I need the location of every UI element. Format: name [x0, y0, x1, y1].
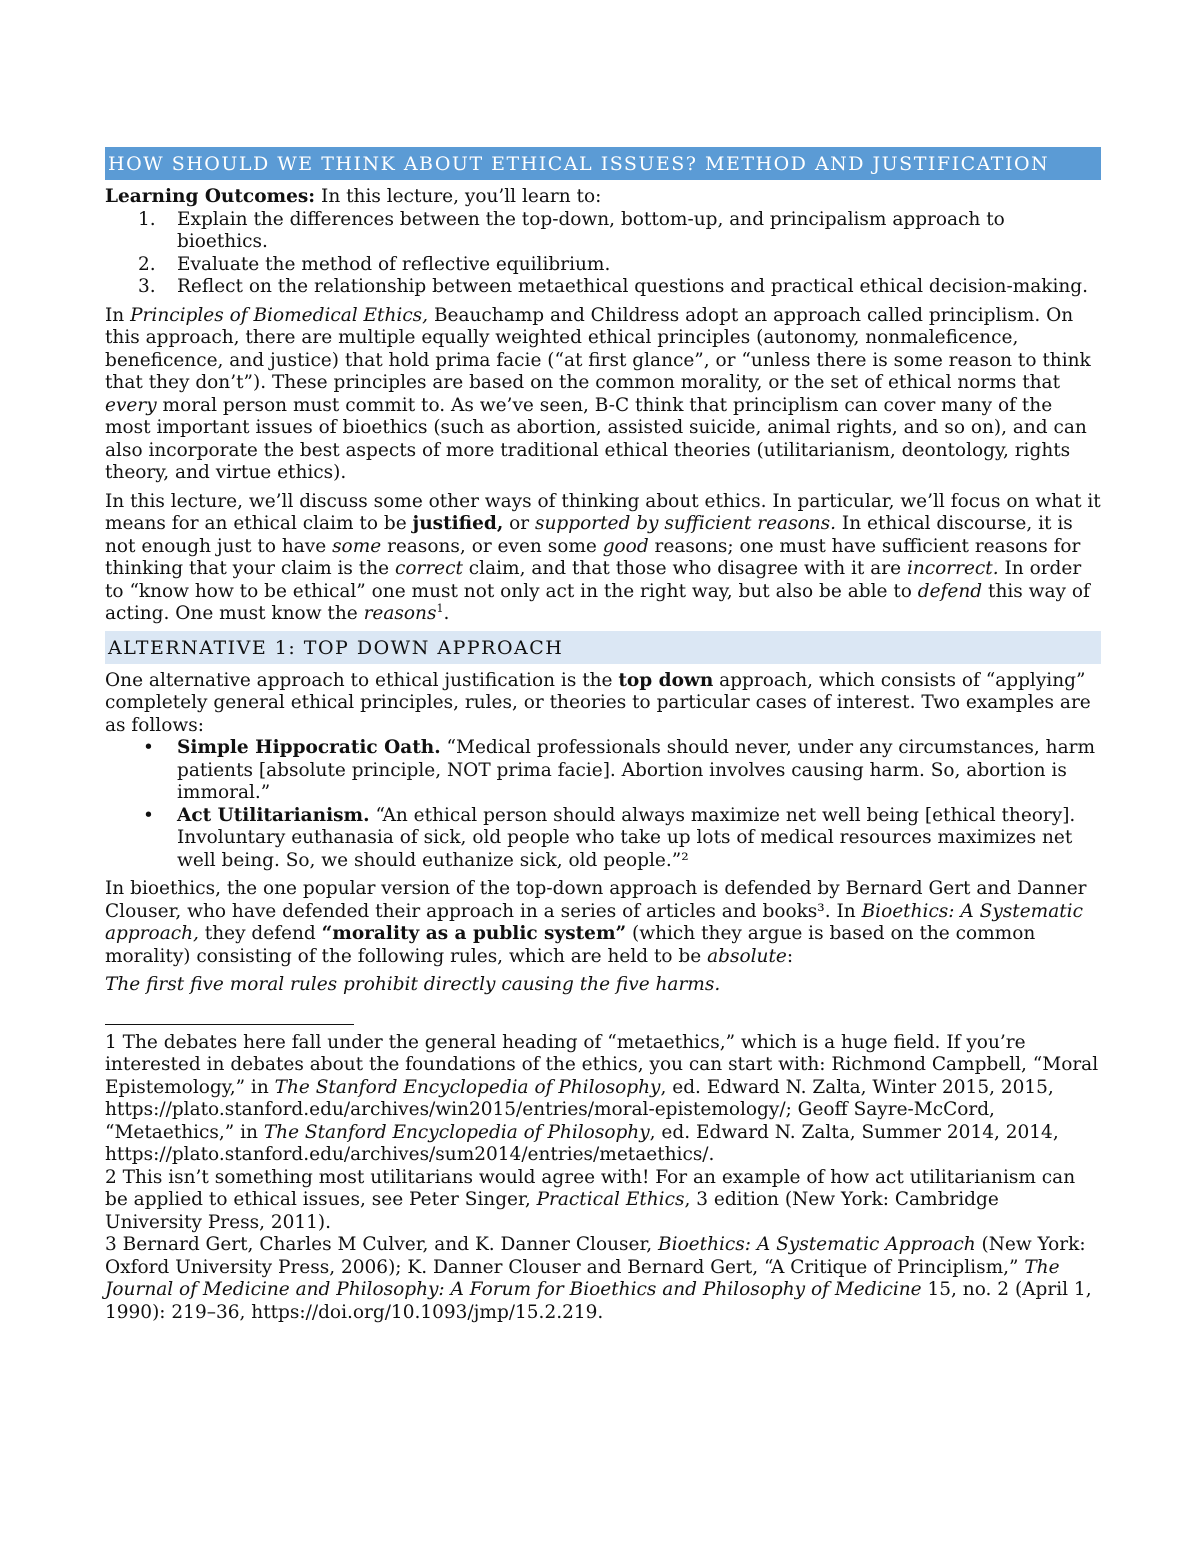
learning-outcomes-list [105, 209, 1101, 299]
list-item: • Act Utilitarianism. “An ethical person should always maximize net well being [ethical theory]. Involuntary euthanasia of sick, old people who take up lots of medical resources maximizes net well being. So, we should euthanize sick, old people.”² [143, 804, 1076, 871]
list-item: 3. Reflect on the relationship between metaethical questions and practical ethical decision-making. [138, 276, 1089, 297]
section-heading-main: HOW SHOULD WE THINK ABOUT ETHICAL ISSUES? METHOD AND JUSTIFICATION [105, 147, 1101, 180]
list-item: 1. Explain the differences between the top-down, bottom-up, and principalism approach to bioethics. [138, 208, 1005, 252]
learning-outcomes-label: Learning Outcomes: [105, 186, 316, 207]
examples-list [105, 737, 1101, 872]
footnote-2: 2 This isn’t something most utilitarians would agree with! For an example of how act utilitarianism can be applied to ethical issues, see Peter Singer, Practical Ethics, 3 edition (New York: Cambridge University Press, 2011). [105, 1166, 1076, 1233]
footnote-1: 1 The debates here fall under the general heading of “metaethics,” which is a huge field. If you’re interested in debates about the foundations of the ethics, you can start with: Richmond Campbell, “Moral Epistemology,” in The Stanford Encyclopedia of Philosophy, ed. Edward N. Zalta, Winter 2015, 2015, https://plato.stanford.edu/archives/win2015/entries/moral-epistemology/; Geoff Sayre-McCord, “Metaethics,” in The Stanford Encyclopedia of Philosophy, ed. Edward N. Zalta, Summer 2014, 2014, https://plato.stanford.edu/archives/sum2014/entries/metaethics/. [105, 1031, 1099, 1165]
document-page [105, 147, 1101, 1324]
paragraph-justification: In this lecture, we’ll discuss some other ways of thinking about ethics. In particular, we’ll focus on what it means for an ethical claim to be justified, or supported by sufficient reasons. In ethical discourse, it is not enough just to have some reasons, or even some good reasons; one must have sufficient reasons for thinking that your claim is the correct claim, and that those who disagree with it are incorrect. In order to “know how to be ethical” one must not only act in the right way, but also be able to defend this way of acting. One must know the reasons$^1$. [105, 490, 1101, 624]
paragraph-gert-clouser: In bioethics, the one popular version of the top-down approach is defended by Bernard Gert and Danner Clouser, who have defended their approach in a series of articles and books³. In Bioethics: A Systematic approach, they defend “morality as a public system” (which they argue is based on the common morality) consisting of the following rules, which are held to be absolute: [105, 878, 1087, 967]
section-heading-alternative-1: ALTERNATIVE 1: TOP DOWN APPROACH [105, 631, 1101, 664]
paragraph-principlism: In Principles of Biomedical Ethics, Beauchamp and Childress adopt an approach called principlism. On this approach, there are multiple equally weighted ethical principles (autonomy, nonmaleficence, beneficence, and justice) that hold prima facie (“at first glance”, or “unless there is some reason to think that they don’t”). These principles are based on the common morality, or the set of ethical norms that every moral person must commit to. As we’ve seen, B-C think that principlism can cover many of the most important issues of bioethics (such as abortion, assisted suicide, animal rights, and so on), and can also incorporate the best aspects of more traditional ethical theories (utilitarianism, deontology, rights theory, and virtue ethics). [105, 304, 1091, 483]
list-item: • Simple Hippocratic Oath. “Medical professionals should never, under any circumstances, harm patients [absolute principle, NOT prima facie]. Abortion involves causing harm. So, abortion is immoral.” [143, 737, 1096, 803]
bullet-icon: • [143, 804, 154, 826]
footnote-3: 3 Bernard Gert, Charles M Culver, and K. Danner Clouser, Bioethics: A Systematic Approach (New York: Oxford University Press, 2006); K. Danner Clouser and Bernard Gert, “A Critique of Principlism,” The Journal of Medicine and Philosophy: A Forum for Bioethics and Philosophy of Medicine 15, no. 2 (April 1, 1990): 219–36, https://doi.org/10.1093/jmp/15.2.219. [105, 1234, 1092, 1323]
paragraph-moral-rules: The first five moral rules prohibit directly causing the five harms. [105, 974, 721, 995]
bullet-icon: • [143, 737, 154, 758]
learning-outcomes-intro: Learning Outcomes: In this lecture, you’ll learn to: [105, 186, 602, 207]
footnote-divider [105, 1024, 354, 1025]
paragraph-top-down: One alternative approach to ethical justification is the top down approach, which consists of “applying” completely general ethical principles, rules, or theories to particular cases of interest. Two examples are as follows: [105, 669, 1091, 736]
list-item: 2. Evaluate the method of reflective equilibrium. [138, 253, 611, 275]
footnote-ref[interactable]: 1 [436, 601, 444, 615]
